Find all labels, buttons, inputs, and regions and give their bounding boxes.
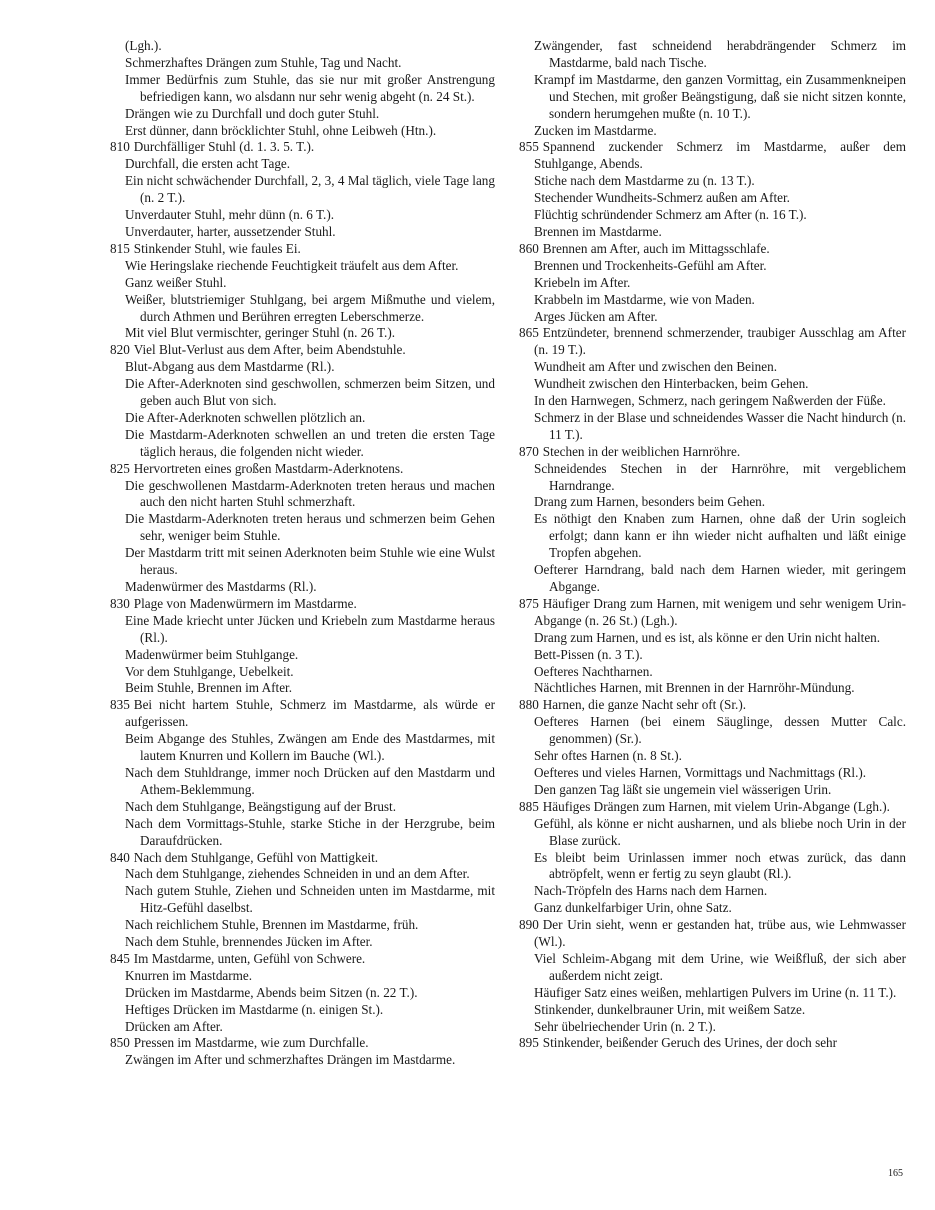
symptom-entry [534,816,906,850]
symptom-entry [125,765,495,799]
symptom-entry [534,1002,906,1019]
symptom-entry [534,173,906,190]
entry-text: Sehr oftes Harnen (n. 8 St.). [534,748,682,764]
symptom-entry [110,241,495,258]
symptom-entry [534,38,906,72]
entry-text: Schneidendes Stechen in der Harnröhre, mit vergeblichem Harndrange. [534,460,906,493]
entry-text: Entzündeter, brennend schmerzender, traubiger Ausschlag am After (n. 19 T.). [534,325,906,358]
entry-text: In den Harnwegen, Schmerz, nach geringem Naßwerden der Füße. [534,393,886,409]
entry-text: Durchfall, die ersten acht Tage. [125,156,291,172]
entry-text: Drücken im Mastdarme, Abends beim Sitzen (n. 22 T.). [125,984,418,1000]
symptom-entry [534,680,906,697]
entry-text: Kriebeln im After. [534,274,631,290]
entry-text: Die After-Aderknoten sind geschwollen, schmerzen beim Sitzen, und geben auch Blut von sich. [125,376,495,409]
entry-number: 890 [519,917,539,933]
entry-text: Hervortreten eines großen Mastdarm-Aderknotens. [133,460,404,476]
symptom-entry [125,1019,495,1036]
symptom-entry [534,562,906,596]
symptom-entry [534,258,906,275]
entry-text: Pressen im Mastdarme, wie zum Durchfalle. [133,1035,369,1051]
symptom-entry [534,765,906,782]
entry-text: Viel Schleim-Abgang mit dem Urine, wie Weißfluß, der sich aber außerdem nicht zeigt. [534,950,906,983]
entry-text: Häufiger Drang zum Harnen, mit wenigem und sehr wenigem Urin-Abgange (n. 26 St.) (Lgh.). [534,595,906,628]
entry-number: 835 [110,697,130,713]
symptom-entry [125,258,495,275]
symptom-entry [534,292,906,309]
entry-text: Drängen wie zu Durchfall und doch guter Stuhl. [125,105,380,121]
symptom-entry [534,511,906,562]
symptom-entry [110,342,495,359]
entry-text: Beim Abgange des Stuhles, Zwängen am Ende des Mastdarmes, mit lautem Knurren und Kollern im Bauche (Wl.). [125,731,495,764]
symptom-entry [534,850,906,884]
symptom-entry [534,72,906,123]
entry-text: Zwängen im After und schmerzhaftes Drängen im Mastdarme. [125,1052,456,1068]
entry-text: Schmerzhaftes Drängen zum Stuhle, Tag und Nacht. [125,54,402,70]
symptom-entry [125,934,495,951]
entry-text: Nach dem Stuhlgange, ziehendes Schneiden in und an dem After. [125,866,470,882]
symptom-entry [534,647,906,664]
symptom-entry [125,123,495,140]
symptom-entry [534,309,906,326]
entry-text: Nach dem Stuhlgange, Beängstigung auf der Brust. [125,798,397,814]
symptom-entry [534,410,906,444]
entry-text: Es bleibt beim Urinlassen immer noch etwas zurück, das dann abtröpfelt, wenn er fertig zu seyn glaubt (Rl.). [534,849,906,882]
symptom-entry [110,139,495,156]
symptom-entry [534,714,906,748]
entry-text: Die After-Aderknoten schwellen plötzlich an. [125,409,366,425]
entry-text: Nach dem Stuhle, brennendes Jücken im After. [125,934,373,950]
entry-text: Vor dem Stuhlgange, Uebelkeit. [125,663,294,679]
entry-text: Immer Bedürfnis zum Stuhle, das sie nur mit großer Anstrengung befriedigen kann, wo alsdann nur sehr wenig abgeht (n. 24 St.). [125,71,495,104]
entry-text: Brennen am After, auch im Mittagsschlafe. [542,240,770,256]
entry-number: 875 [519,595,539,611]
symptom-entry [125,72,495,106]
entry-number: 810 [110,139,130,155]
entry-text: Nach gutem Stuhle, Ziehen und Schneiden unten im Mastdarme, mit Hitz-Gefühl daselbst. [125,883,495,916]
entry-text: Spannend zuckender Schmerz im Mastdarme, außer dem Stuhlgange, Abends. [534,139,906,172]
entry-text: Zwängender, fast schneidend herabdrängender Schmerz im Mastdarme, bald nach Tische. [534,38,906,70]
entry-text: Beim Stuhle, Brennen im After. [125,680,293,696]
symptom-entry [125,106,495,123]
entry-text: Sehr übelriechender Urin (n. 2 T.). [534,1018,716,1034]
entry-text: Die geschwollenen Mastdarm-Aderknoten treten heraus und machen auch den nicht harten Stuhl schmerzhaft. [125,477,495,510]
entry-text: Stinkender Stuhl, wie faules Ei. [133,240,301,256]
entry-number: 865 [519,325,539,341]
entry-number: 840 [110,849,130,865]
symptom-entry [125,224,495,241]
entry-text: Die Mastdarm-Aderknoten treten heraus und schmerzen beim Gehen sehr, weniger beim Stuhle. [125,511,495,544]
symptom-entry [534,630,906,647]
symptom-entry [519,697,906,714]
entry-text: Eine Made kriecht unter Jücken und Kriebeln zum Mastdarme heraus (Rl.). [125,612,495,645]
entry-text: Mit viel Blut vermischter, geringer Stuhl (n. 26 T.). [125,325,396,341]
symptom-entry [110,697,495,731]
symptom-entry [534,900,906,917]
entry-text: Die Mastdarm-Aderknoten schwellen an und treten die ersten Tage täglich heraus, die folgenden nicht wieder. [125,426,495,459]
entry-text: Stiche nach dem Mastdarme zu (n. 13 T.). [534,173,755,189]
symptom-entry [534,494,906,511]
entry-text: Oefteres Nachtharnen. [534,663,653,679]
entry-text: Ganz weißer Stuhl. [125,274,227,290]
symptom-entry [125,985,495,1002]
entry-text: Wundheit am After und zwischen den Beinen. [534,359,778,375]
symptom-entry [125,866,495,883]
symptom-entry [110,951,495,968]
symptom-entry [125,275,495,292]
symptom-entry [534,951,906,985]
entry-text: Ein nicht schwächender Durchfall, 2, 3, 4 Mal täglich, viele Tage lang (n. 2 T.). [125,173,495,206]
entry-text: Unverdauter Stuhl, mehr dünn (n. 6 T.). [125,207,335,223]
symptom-entry [125,545,495,579]
entry-text: Unverdauter, harter, aussetzender Stuhl. [125,223,336,239]
entry-text: Wundheit zwischen den Hinterbacken, beim Gehen. [534,376,809,392]
symptom-entry [125,410,495,427]
entry-number: 820 [110,342,130,358]
entry-text: Nächtliches Harnen, mit Brennen in der Harnröhr-Mündung. [534,680,855,696]
entry-text: Brennen im Mastdarme. [534,223,662,239]
entry-text: Häufiges Drängen zum Harnen, mit vielem Urin-Abgange (Lgh.). [542,798,890,814]
entry-number: 855 [519,139,539,155]
symptom-entry [519,325,906,359]
entry-number: 815 [110,240,130,256]
entry-text: Drang zum Harnen, besonders beim Gehen. [534,494,766,510]
symptom-entry [534,782,906,799]
symptom-entry [534,748,906,765]
entry-text: Stechender Wundheits-Schmerz außen am After. [534,190,790,206]
entry-text: Wie Heringslake riechende Feuchtigkeit träufelt aus dem After. [125,257,459,273]
symptom-entry [519,799,906,816]
page-number: 165 [888,1168,903,1179]
entry-number: 885 [519,798,539,814]
symptom-entry [125,664,495,681]
entry-text: Krampf im Mastdarme, den ganzen Vormittag, ein Zusammenkneipen und Stechen, mit großer Beängstigung, daß sie nicht sitzen konnte, sondern herumgehen mußte (n. 10 T.). [534,71,906,121]
entry-text: Blut-Abgang aus dem Mastdarme (Rl.). [125,359,335,375]
entry-number: 830 [110,595,130,611]
symptom-entry [110,596,495,613]
symptom-entry [125,883,495,917]
symptom-entry [125,325,495,342]
entry-text: Arges Jücken am After. [534,308,658,324]
entry-text: Bett-Pissen (n. 3 T.). [534,646,643,662]
entry-number: 860 [519,240,539,256]
entry-text: Nach reichlichem Stuhle, Brennen im Mastdarme, früh. [125,917,419,933]
symptom-entry [534,207,906,224]
symptom-entry [110,850,495,867]
entry-text: Krabbeln im Mastdarme, wie von Maden. [534,291,755,307]
entry-text: Viel Blut-Verlust aus dem After, beim Abendstuhle. [133,342,406,358]
entry-text: Der Mastdarm tritt mit seinen Aderknoten beim Stuhle wie eine Wulst heraus. [125,545,495,578]
symptom-entry [125,579,495,596]
entry-text: Madenwürmer des Mastdarms (Rl.). [125,579,317,594]
symptom-entry [534,664,906,681]
entry-text: Madenwürmer beim Stuhlgange. [125,646,299,662]
entry-text: Stinkender, dunkelbrauner Urin, mit weißem Satze. [534,1001,806,1017]
entry-number: 825 [110,460,130,476]
symptom-entry [110,461,495,478]
symptom-entry [534,123,906,140]
symptom-entry [125,968,495,985]
entry-text: Den ganzen Tag läßt sie ungemein viel wässerigen Urin. [534,781,832,797]
entry-text: Heftiges Drücken im Mastdarme (n. einigen St.). [125,1001,384,1017]
entry-text: Häufiger Satz eines weißen, mehlartigen Pulvers im Urine (n. 11 T.). [534,984,897,1000]
symptom-entry [125,359,495,376]
entry-text: Drang zum Harnen, und es ist, als könne er den Urin nicht halten. [534,629,881,645]
symptom-entry [534,883,906,900]
entry-text: Oefteres Harnen (bei einem Säuglinge, dessen Mutter Calc. genommen) (Sr.). [534,714,906,747]
symptom-entry [125,647,495,664]
entry-text: Plage von Madenwürmern im Mastdarme. [133,595,357,611]
entry-text: Oefterer Harndrang, bald nach dem Harnen wieder, mit geringem Abgange. [534,562,906,594]
entry-number: 880 [519,697,539,713]
symptom-entry [534,190,906,207]
symptom-entry [534,985,906,1002]
entry-text: Flüchtig schründender Schmerz am After (n. 16 T.). [534,207,807,223]
symptom-entry [125,511,495,545]
symptom-entry [534,461,906,495]
entry-text: Brennen und Trockenheits-Gefühl am After. [534,257,767,273]
left-column [110,38,495,1069]
symptom-entry [534,393,906,410]
symptom-entry [519,1035,906,1052]
entry-number: 870 [519,443,539,459]
entry-text: Durchfälliger Stuhl (d. 1. 3. 5. T.). [133,139,315,155]
entry-number: 850 [110,1035,130,1051]
entry-text: Zucken im Mastdarme. [534,122,657,138]
symptom-entry [125,156,495,173]
entry-text: Gefühl, als könne er nicht ausharnen, und als bliebe noch Urin in der Blase zurück. [534,815,906,848]
entry-number: 845 [110,950,130,966]
entry-text: Nach-Tröpfeln des Harns nach dem Harnen. [534,883,768,899]
symptom-entry [125,731,495,765]
symptom-entry [519,917,906,951]
entry-text: Ganz dunkelfarbiger Urin, ohne Satz. [534,900,732,916]
entry-text: Stechen in der weiblichen Harnröhre. [542,443,741,459]
symptom-entry [125,1052,495,1069]
symptom-entry [110,1035,495,1052]
entry-text: (Lgh.). [125,38,162,53]
symptom-entry [125,55,495,72]
symptom-entry [534,275,906,292]
symptom-entry [125,1002,495,1019]
symptom-entry [125,816,495,850]
entry-text: Schmerz in der Blase und schneidendes Wasser die Nacht hindurch (n. 11 T.). [534,409,906,442]
right-column [519,38,906,1052]
symptom-entry [534,224,906,241]
entry-text: Im Mastdarme, unten, Gefühl von Schwere. [133,950,366,966]
entry-text: Stinkender, beißender Geruch des Urines, der doch sehr [542,1035,838,1051]
entry-text: Erst dünner, dann bröcklichter Stuhl, ohne Leibweh (Htn.). [125,122,437,138]
entry-text: Weißer, blutstriemiger Stuhlgang, bei argem Mißmuthe und vielem, durch Athmen und Berühren erregten Leberschmerze. [125,291,495,324]
entry-text: Oefteres und vieles Harnen, Vormittags und Nachmittags (Rl.). [534,764,867,780]
entry-text: Nach dem Stuhlgange, Gefühl von Mattigkeit. [133,849,379,865]
symptom-entry [125,917,495,934]
entry-text: Es nöthigt den Knaben zum Harnen, ohne daß der Urin sogleich erfolgt; dann kann er ihn wieder nicht aufhalten und läßt einige Tropfen abgehen. [534,511,906,561]
symptom-entry [125,376,495,410]
symptom-entry [534,1019,906,1036]
entry-text: Der Urin sieht, wenn er gestanden hat, trübe aus, wie Lehmwasser (Wl.). [534,917,906,950]
entry-text: Nach dem Vormittags-Stuhle, starke Stiche in der Herzgrube, beim Daraufdrücken. [125,815,495,848]
symptom-entry [125,799,495,816]
symptom-entry [125,478,495,512]
symptom-entry [519,241,906,258]
symptom-entry [519,444,906,461]
symptom-entry [125,292,495,326]
symptom-entry [534,376,906,393]
entry-text: Drücken am After. [125,1018,223,1034]
symptom-entry [519,596,906,630]
symptom-entry [125,38,495,55]
symptom-entry [125,427,495,461]
symptom-entry [125,613,495,647]
symptom-entry [125,207,495,224]
entry-text: Nach dem Stuhldrange, immer noch Drücken auf den Mastdarm und Athem-Beklemmung. [125,764,495,797]
entry-text: Knurren im Mastdarme. [125,967,253,983]
symptom-entry [125,173,495,207]
entry-number: 895 [519,1035,539,1051]
symptom-entry [519,139,906,173]
entry-text: Bei nicht hartem Stuhle, Schmerz im Mastdarme, als würde er aufgerissen. [125,697,495,730]
symptom-entry [534,359,906,376]
entry-text: Harnen, die ganze Nacht sehr oft (Sr.). [542,697,747,713]
symptom-entry [125,680,495,697]
